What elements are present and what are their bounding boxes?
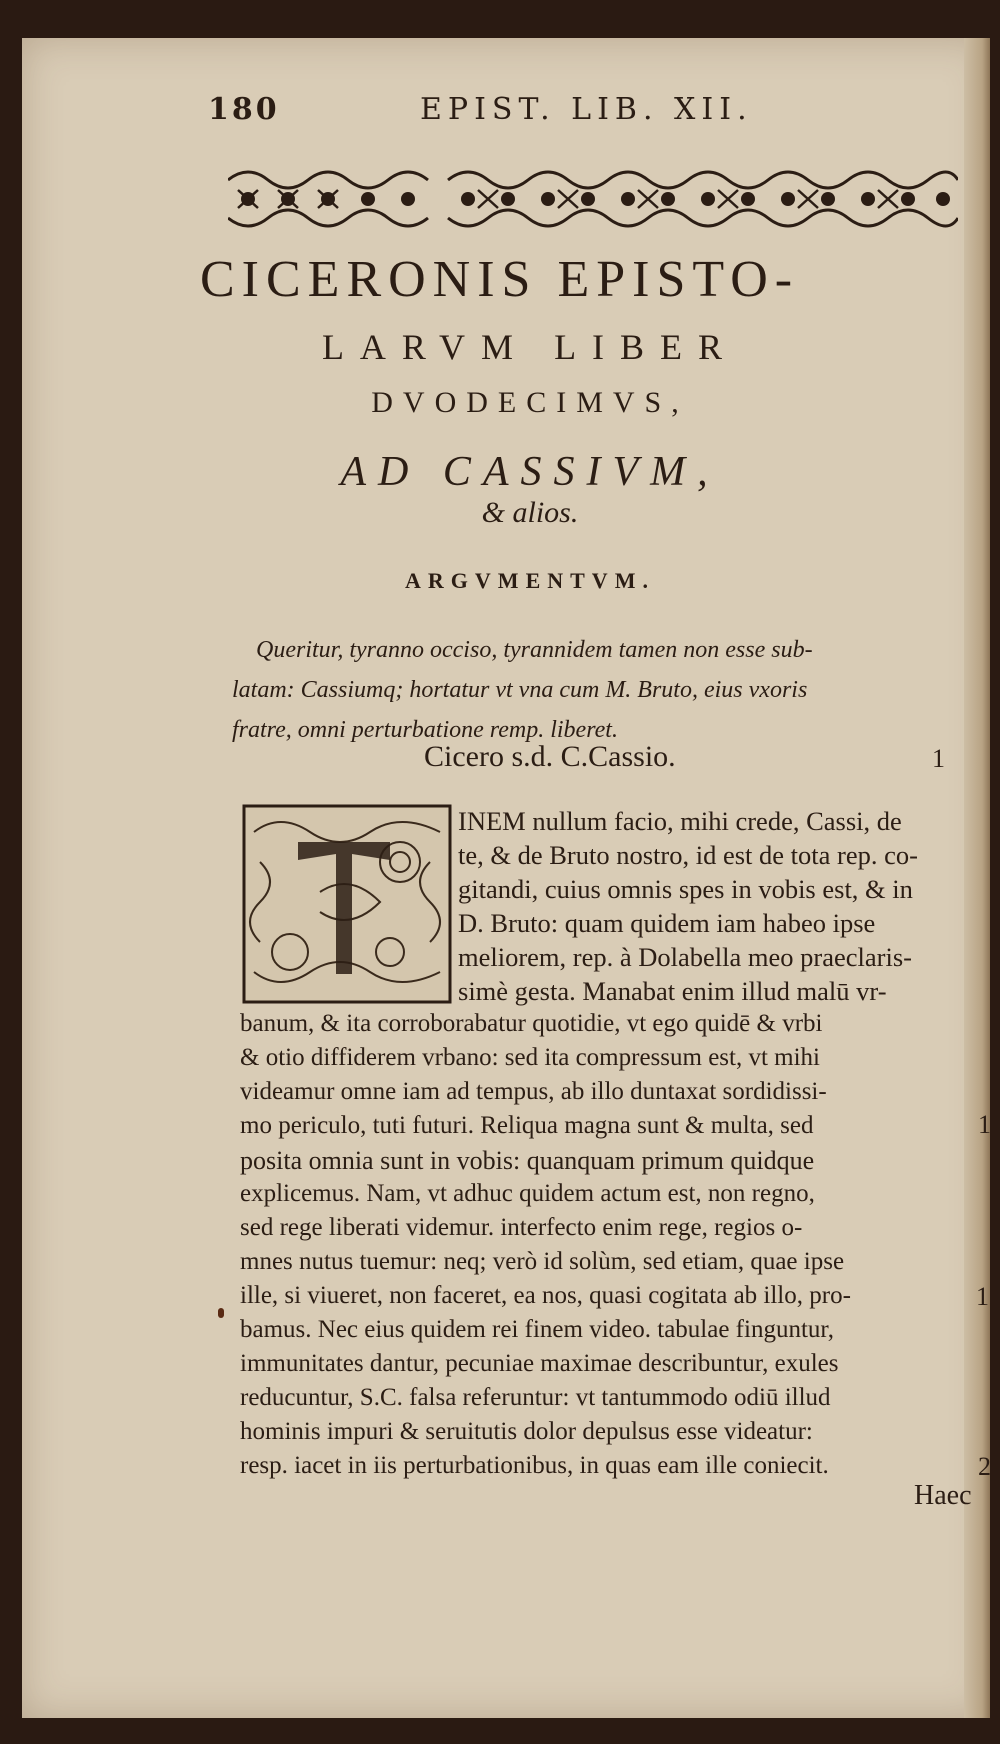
body-line: reducuntur, S.C. falsa referuntur: vt tantummodo odiū illud	[240, 1384, 831, 1411]
body-line: INEM nullum facio, mihi crede, Cassi, de	[458, 806, 902, 836]
argument-line: fratre, omni perturbatione remp. liberet.	[232, 717, 618, 743]
decorated-initial-letter	[240, 802, 454, 1006]
addressee-line-1: AD CASSIVM,	[340, 449, 720, 495]
body-line: explicemus. Nam, vt adhuc quidem actum est, non regno,	[240, 1180, 815, 1207]
section-number: 1	[978, 1110, 991, 1139]
body-line: sed rege liberati videmur. interfecto enim rege, regios o-	[240, 1214, 803, 1241]
body-line: mnes nutus tuemur: neq; verò id solùm, sed etiam, quae ipse	[240, 1248, 845, 1275]
section-number: 1	[932, 744, 945, 773]
body-line: meliorem, rep. à Dolabella meo praeclaris-	[458, 942, 912, 972]
title-line-1: CICERONIS EPISTO-	[200, 251, 800, 308]
body-line: ille, si viueret, non faceret, ea nos, quasi cogitata ab illo, pro-	[240, 1282, 851, 1309]
running-head	[0, 92, 1000, 132]
body-line: banum, & ita corroborabatur quotidie, vt ego quidē & vrbi	[240, 1010, 823, 1037]
body-line: gitandi, cuius omnis spes in vobis est, & in	[458, 874, 913, 904]
body-line: mo periculo, tuti futuri. Reliqua magna sunt & multa, sed	[240, 1112, 814, 1139]
body-line: immunitates dantur, pecuniae maximae describuntur, exules	[240, 1350, 839, 1377]
title-line-3: DVODECIMVS,	[371, 386, 689, 419]
argument-heading: ARGVMENTVM.	[405, 568, 655, 593]
body-line: simè gesta. Manabat enim illud malū vr-	[458, 976, 887, 1006]
ink-spot	[218, 1308, 224, 1318]
body-line: bamus. Nec eius quidem rei finem video. tabulae finguntur,	[240, 1316, 834, 1343]
body-line: posita omnia sunt in vobis: quanquam primum quidque	[240, 1146, 815, 1175]
section-number: 1	[976, 1282, 989, 1311]
argument-line: latam: Cassiumq; hortatur vt vna cum M. Bruto, eius vxoris	[232, 677, 808, 703]
decorative-ornament-band	[228, 162, 958, 236]
running-title: EPIST. LIB. XII.	[420, 92, 753, 127]
body-line: D. Bruto: quam quidem iam habeo ipse	[458, 908, 876, 938]
body-line: hominis impuri & seruitutis dolor depulsus esse videatur:	[240, 1418, 813, 1445]
addressee-line-2: & alios.	[481, 496, 579, 529]
body-line: & otio diffiderem vrbano: sed ita compressum est, vt mihi	[240, 1044, 820, 1071]
body-line: te, & de Bruto nostro, id est de tota rep. co-	[458, 840, 918, 870]
section-number: 2	[978, 1452, 991, 1481]
body-line: resp. iacet in iis perturbationibus, in quas eam ille coniecit.	[240, 1452, 829, 1479]
argument-line: Queritur, tyranno occiso, tyrannidem tamen non esse sub-	[256, 637, 813, 663]
argument-text	[232, 630, 972, 750]
page-number: 180	[208, 92, 280, 127]
title-line-2: LARVM LIBER	[321, 327, 739, 367]
body-line: videamur omne iam ad tempus, ab illo duntaxat sordidissi-	[240, 1078, 827, 1105]
letter-salutation: Cicero s.d. C.Cassio.	[424, 740, 676, 773]
catchword: Haec	[914, 1480, 972, 1511]
